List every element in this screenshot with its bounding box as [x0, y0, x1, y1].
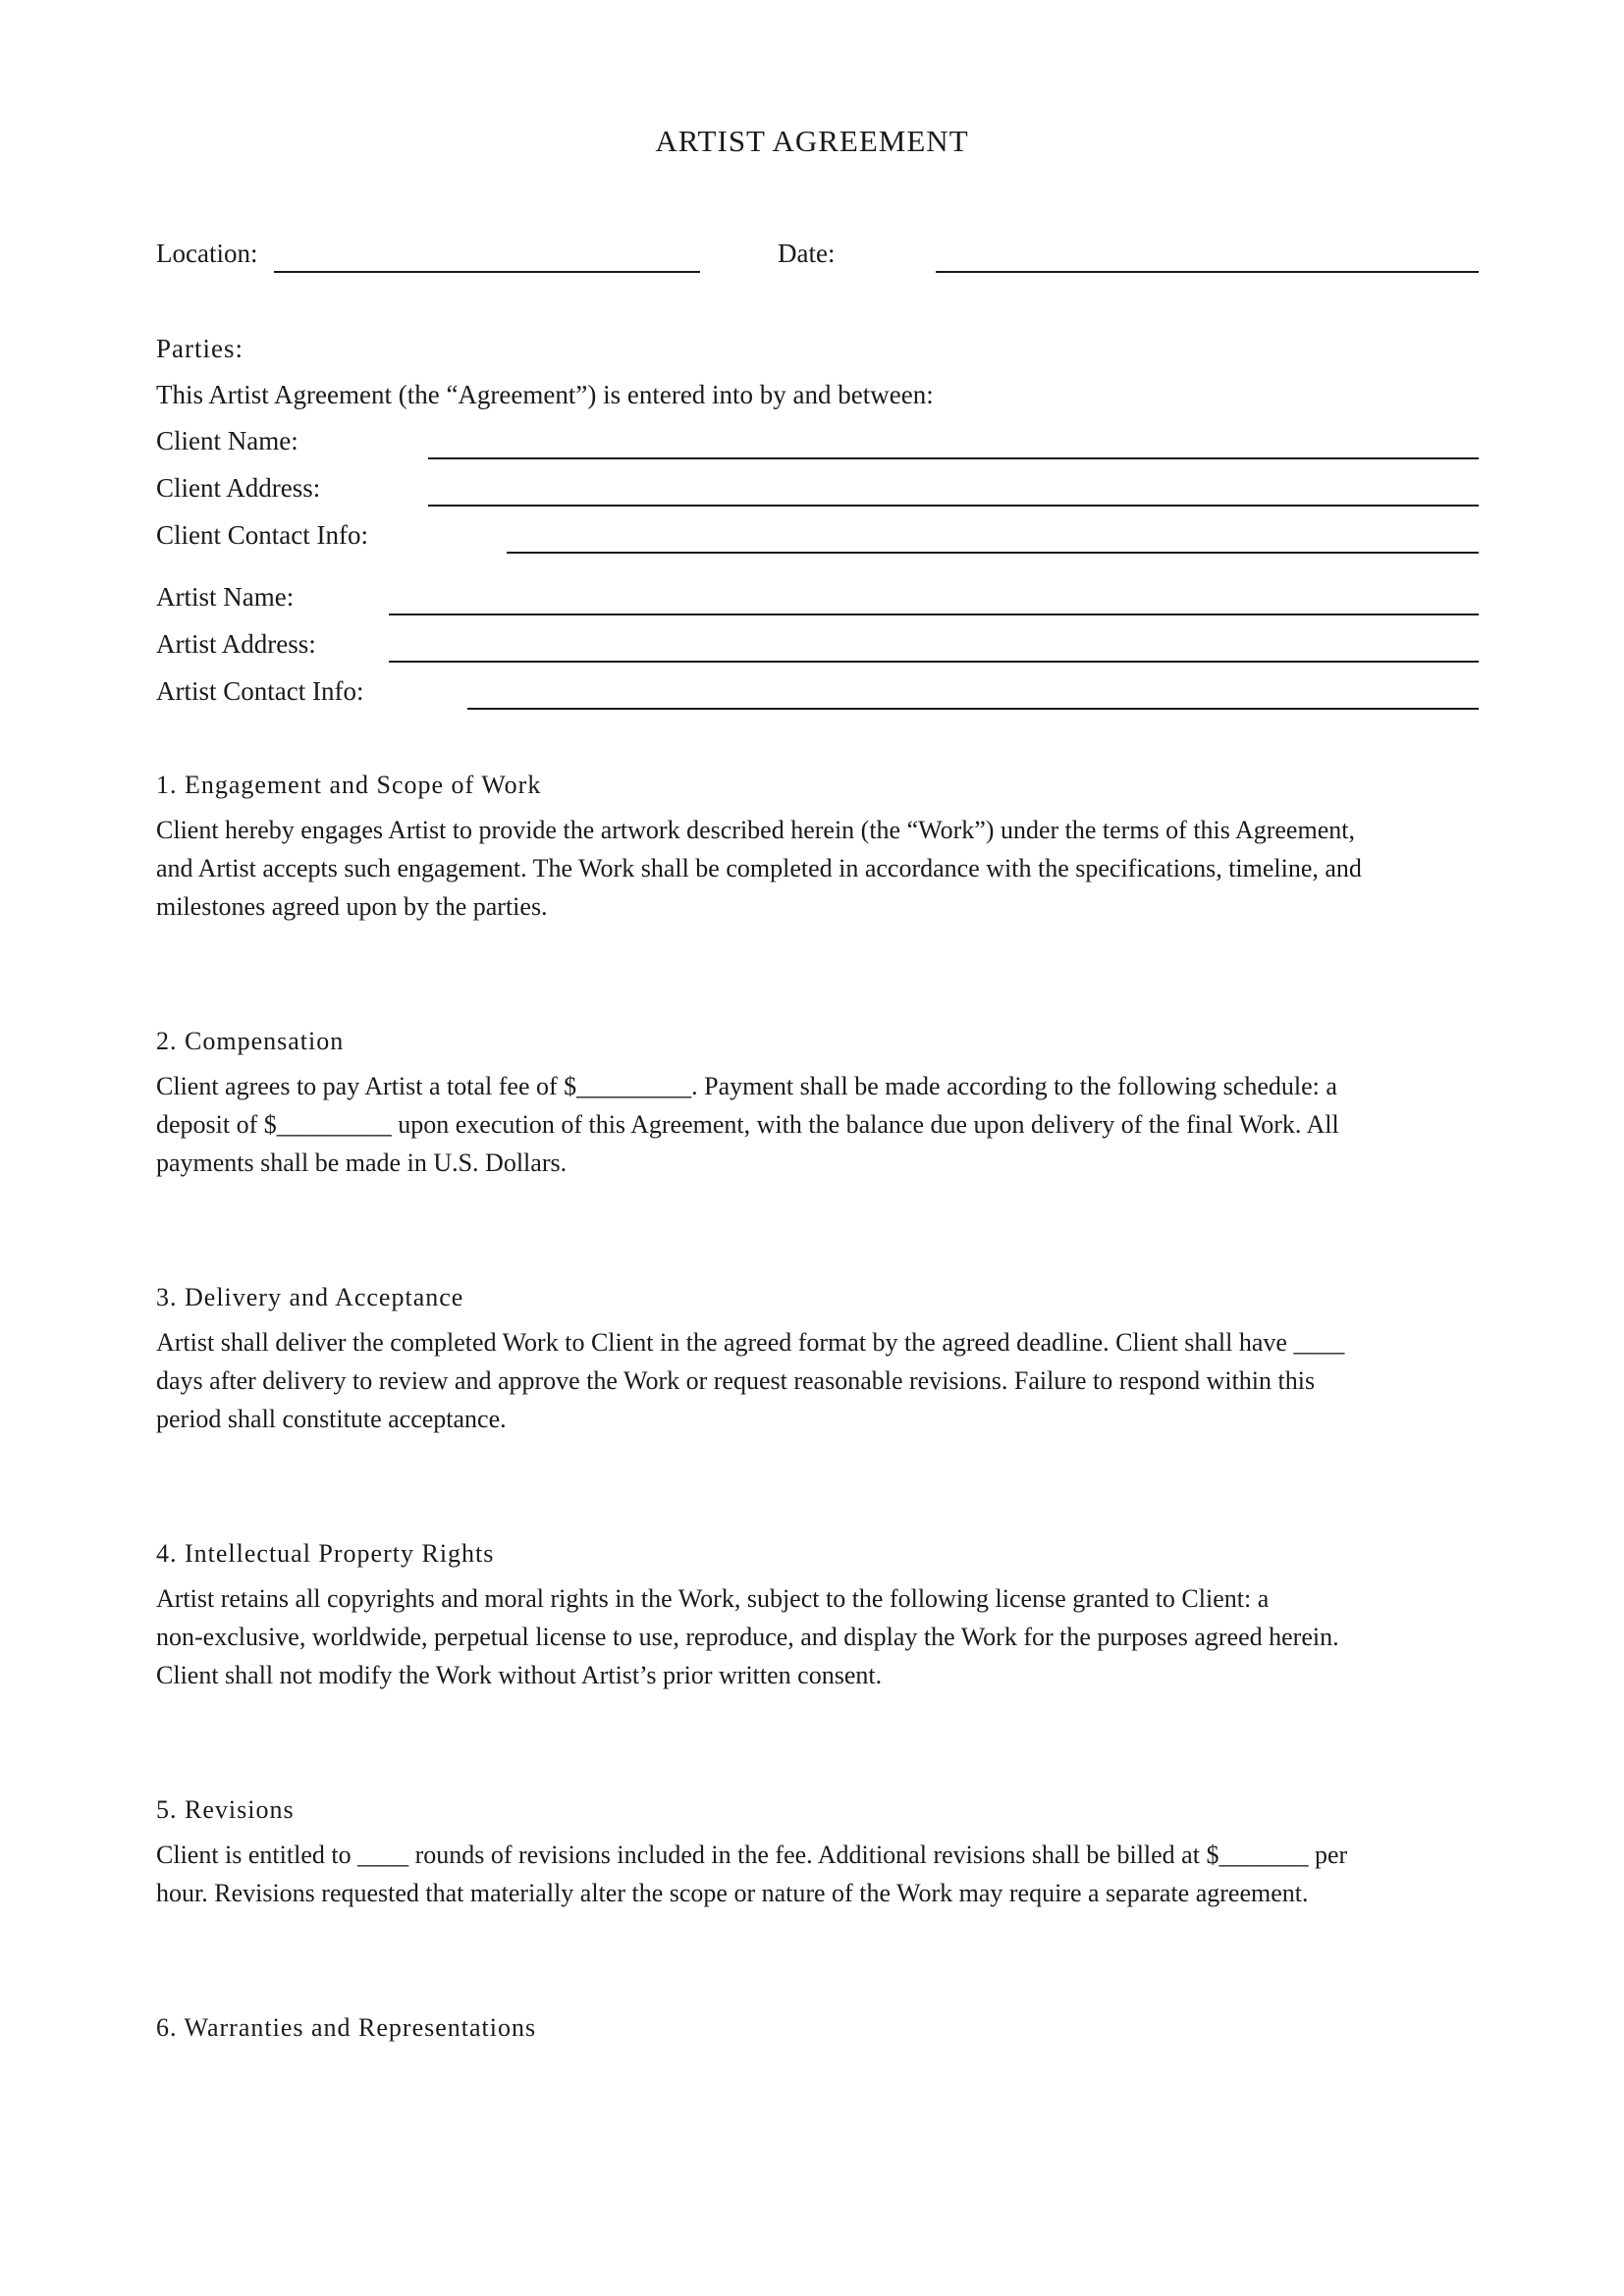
body-line: Client is entitled to ____ rounds of revisions included in the fee. Additional revisions shall be billed at $_______ per	[156, 1841, 1348, 1869]
body-line: and Artist accepts such engagement. The Work shall be completed in accordance with the specifications, timeline, and	[156, 854, 1362, 882]
parties-intro: This Artist Agreement (the “Agreement”) is entered into by and between:	[156, 380, 934, 409]
section-body-engagement	[156, 811, 1472, 926]
body-line: payments shall be made in U.S. Dollars.	[156, 1148, 568, 1177]
location-field[interactable]	[274, 271, 700, 273]
body-line: hour. Revisions requested that materially alter the scope or nature of the Work may require a separate agreement.	[156, 1879, 1309, 1907]
body-line: milestones agreed upon by the parties.	[156, 892, 548, 921]
parties-heading: Parties:	[156, 334, 244, 363]
body-line: Client shall not modify the Work without Artist’s prior written consent.	[156, 1661, 883, 1689]
section-body-revisions	[156, 1836, 1472, 1912]
client-name-label: Client Name:	[156, 426, 298, 455]
artist-name-field[interactable]	[389, 614, 1479, 615]
section-body-delivery	[156, 1323, 1472, 1438]
section-body-compensation	[156, 1067, 1472, 1182]
body-line: Artist shall deliver the completed Work to Client in the agreed format by the agreed deadline. Client shall have ____	[156, 1328, 1345, 1357]
location-label: Location:	[156, 239, 258, 268]
body-line: Client hereby engages Artist to provide the artwork described herein (the “Work”) under the terms of this Agreement,	[156, 816, 1355, 844]
document-title: ARTIST AGREEMENT	[655, 124, 969, 158]
artist-contact-field[interactable]	[467, 708, 1479, 710]
body-line: deposit of $_________ upon execution of this Agreement, with the balance due upon delivery of the final Work. All	[156, 1110, 1339, 1139]
date-field[interactable]	[936, 271, 1479, 273]
section-heading-delivery: 3. Delivery and Acceptance	[156, 1283, 464, 1311]
section-body-ip-rights	[156, 1579, 1472, 1694]
section-heading-compensation: 2. Compensation	[156, 1027, 345, 1055]
artist-contact-label: Artist Contact Info:	[156, 676, 364, 706]
artist-name-label: Artist Name:	[156, 582, 295, 612]
artist-address-field[interactable]	[389, 661, 1479, 663]
body-line: Artist retains all copyrights and moral rights in the Work, subject to the following license granted to Client: a	[156, 1584, 1270, 1613]
body-line: Client agrees to pay Artist a total fee of $_________. Payment shall be made according to the following schedule: a	[156, 1072, 1337, 1100]
client-address-label: Client Address:	[156, 473, 321, 503]
client-name-field[interactable]	[428, 457, 1479, 459]
client-address-field[interactable]	[428, 505, 1479, 507]
body-line: days after delivery to review and approve the Work or request reasonable revisions. Failure to respond within this	[156, 1366, 1316, 1395]
section-heading-engagement: 1. Engagement and Scope of Work	[156, 771, 542, 799]
section-heading-ip-rights: 4. Intellectual Property Rights	[156, 1539, 495, 1568]
body-line: period shall constitute acceptance.	[156, 1405, 507, 1433]
date-label: Date:	[778, 239, 836, 268]
body-line: non-exclusive, worldwide, perpetual license to use, reproduce, and display the Work for the purposes agreed herein.	[156, 1623, 1339, 1651]
section-heading-revisions: 5. Revisions	[156, 1795, 295, 1824]
client-contact-label: Client Contact Info:	[156, 520, 368, 550]
artist-address-label: Artist Address:	[156, 629, 316, 659]
client-contact-field[interactable]	[507, 552, 1479, 554]
section-heading-warranties: 6. Warranties and Representations	[156, 2013, 537, 2042]
